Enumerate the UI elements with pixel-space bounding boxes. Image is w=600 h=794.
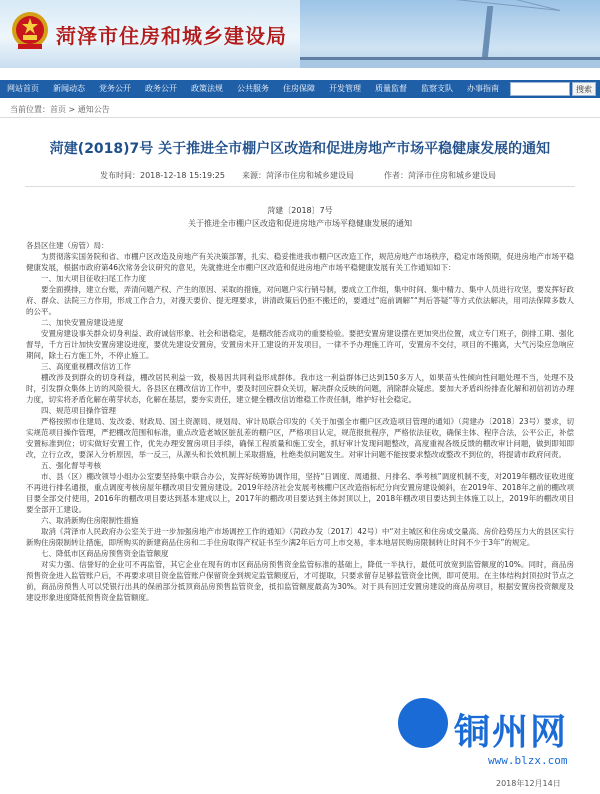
article-source: 来源：菏泽市住房和城乡建设局 [242, 171, 354, 180]
national-emblem-icon [10, 10, 50, 52]
search-button[interactable]: 搜索 [572, 82, 596, 96]
section-heading: 六、取消新购住房限制性措施 [41, 516, 139, 525]
breadcrumb[interactable]: 当前位置：首页 > 通知公告 [10, 105, 110, 114]
nav-item-guide[interactable]: 办事指南 [467, 84, 499, 93]
doc-subtitle: 关于推进全市棚户区改造和促进房地产市场平稳健康发展的通知 [188, 219, 412, 228]
section-heading: 三、高度重视棚改信访工作 [41, 362, 131, 371]
section-heading: 七、降低市区商品房预售资金监管额度 [41, 549, 169, 558]
header-banner [0, 0, 600, 68]
body-paragraph: 为贯彻落实国务院和省、市棚户区改造及房地产有关决策部署，扎实、稳妥推进我市棚户区改造工作，规范房地产市场秩序，稳定市场预期，促进房地产市场平稳健康发展，根据市政府第46次常务会议研究的意见，先就推进全市棚户区改造和促进房地产市场平稳健康发展有关工作通知如下： [26, 252, 574, 272]
nav-item-quality-supervision[interactable]: 质量监督 [375, 84, 407, 93]
body-paragraph: 市、县（区）棚改领导小组办公室要坚持集中联合办公，发挥好统筹协调作用，坚持“日调度、周通报、月排名、季考核”调度机制不变，对2019年棚改征收进度不再进行排名通报，重点调度考核房屋年棚改项目安置房建设。2019年经济社会发展考核棚户区改造指标纪分向安置房建设倾斜，在2019年、2018年之前的棚改项目要全部交付使用，2016年的棚改项目要达到基本建成以上，2017年的棚改项目要达到主体封顶以上，2018年棚改项目要达到主体施工以上，2019年的棚改项目要全部开工建设。 [26, 472, 574, 514]
watermark-seal-icon [398, 698, 448, 748]
body-paragraph: 棚改涉及到群众的切身利益，棚改居民利益一致，极易因共同利益形成群体。我市这一利益群体已达到150多万人，如果苗头性倾向性问题处理不当，处理不及时，引发群众集体上访的风险很大。各县区在棚改信访工作中，要及时回应群众关切，解决群众反映的问题，消除群众疑虑。要加大矛盾纠纷排查化解和初信初访办理力度，切实将矛盾化解在萌芽状态，化解在基层，要夯实责任，建立健全棚改信访维稳工作责任制，维护好社会稳定。 [26, 373, 574, 404]
body-paragraph: 安置房建设事关群众切身利益、政府诚信形象、社会和谐稳定，是棚改能否成功的重要检验。要把安置房建设摆在更加突出位置，成立专门班子，倒排工期、强化督导，千方百计加快安置房建设进度，要优先建设安置房，安置房未开工建设的开发项目，一律不予办理施工许可，安置房不交付，项目的不搬离，大气污染应急响应期间，除土石方施工外，不停止施工。 [26, 329, 574, 360]
nav-item-public-services[interactable]: 公共服务 [237, 84, 269, 93]
body-paragraph: 要全面摸排，建立台账，弄清问题产权、产生的原因、采取的措施，对问题户实行销号制，要成立工作组，集中时间、集中精力、集中人员进行攻坚，要发挥好政府、群众、法院三方作用，形成工作合力，对漫天要价、提无理要求，讲清政策后仍拒不搬迁的，要通过“庭前调解”“判后答疑”等方式依法解决，用司法保障多数人的公平。 [26, 285, 574, 316]
divider [0, 117, 600, 118]
watermark-date: 2018年12月14日 [496, 779, 561, 788]
nav-item-government-affairs[interactable]: 政务公开 [145, 84, 177, 93]
section-heading: 四、规范项目操作管理 [41, 406, 116, 415]
divider [25, 186, 575, 187]
body-paragraph: 严格按照市住建局、发改委、财政局、国土资源局、规划局、审计局联合印发的《关于加强全市棚户区改造项目管理的通知》（菏建办〔2018〕23号）要求，切实规范项目操作管理，严把棚改范围和标准，重点改造老城区脏乱差的棚户区，严格项目认定，规范报批程序，严格依法征收，确保主体、程序合法，公平公正，补偿安置标准到位；切实做好安置工作，优先办理安置房项目手续，确保工程质量和施工安全，抓好审计发现问题整改，高度重视各级反馈的棚改审计问题，做到即知即改，立行立改，要深入分析原因，举一反三，从源头和长效机制上采取措施，杜绝类似问题发生。对审计问题不能按要求整改或整改不到位的，将提请市政府问责。 [26, 417, 574, 459]
section-heading: 五、强化督导考核 [41, 461, 101, 470]
section-heading: 一、加大项目征收扫尾工作力度 [41, 274, 146, 283]
watermark-name: 铜州网 [454, 711, 569, 753]
nav-item-news[interactable]: 新闻动态 [53, 84, 85, 93]
site-title[interactable]: 菏泽市住房和城乡建设局 [56, 24, 287, 48]
salutation: 各县区住建（房管）局： [26, 241, 109, 250]
nav-item-home[interactable]: 网站首页 [7, 84, 39, 93]
body-paragraph: 取消《菏泽市人民政府办公室关于进一步加强房地产市场调控工作的通知》（菏政办发〔2017〕42号）中“对主城区和住房成交量高、房价趋势压力大的县区实行新购住房限制转让措施，即所购买的新建商品住房和二手住房取得产权证书至少满2年后方可上市交易，非本地居民购房限制转让时间不少于3年”的规定。 [26, 527, 574, 547]
banner-water [300, 60, 600, 68]
body-paragraph: 对实力强、信誉好的企业可不再监管，其它企业在现有的市区商品房预售资金监管标准的基础上，降低一半执行，最低可放宽到监管额度的10%。同时，商品房预售资金进入监管账户后，不再要求项目资金监管账户保留资金到规定监管额度后，才可提取，只要求留存足够监管资金比例，即可使用。在主体结构封顶拉时节点之前，商品房预售人可以凭银行出具的保函部分抵顶商品房预售监管资金，抵扣监管额度最高为30%。对于具有回迁安置房建设的商品房项目，根据安置房投资额度及建设形象进度降低预售资金监管额度。 [26, 560, 574, 602]
publish-time: 发布时间：2018-12-18 15:19:25 [100, 171, 225, 180]
main-nav [0, 80, 600, 98]
nav-item-policies[interactable]: 政策法规 [191, 84, 223, 93]
nav-item-housing-security[interactable]: 住房保障 [283, 84, 315, 93]
search-input[interactable] [510, 82, 570, 96]
article-body [26, 240, 574, 603]
watermark-url: www.blzx.com [488, 754, 568, 767]
section-heading: 二、加快安置房建设进度 [41, 318, 124, 327]
nav-item-development[interactable]: 开发管理 [329, 84, 361, 93]
article-title: 菏建(2018)7号 关于推进全市棚户区改造和促进房地产市场平稳健康发展的通知 [49, 141, 551, 157]
article-author: 作者：菏泽市住房和城乡建设局 [384, 171, 496, 180]
watermark-logo [398, 698, 600, 794]
doc-number: 菏建〔2018〕7号 [267, 206, 333, 215]
nav-item-party-affairs[interactable]: 党务公开 [99, 84, 131, 93]
nav-item-inspection[interactable]: 监察支队 [421, 84, 453, 93]
